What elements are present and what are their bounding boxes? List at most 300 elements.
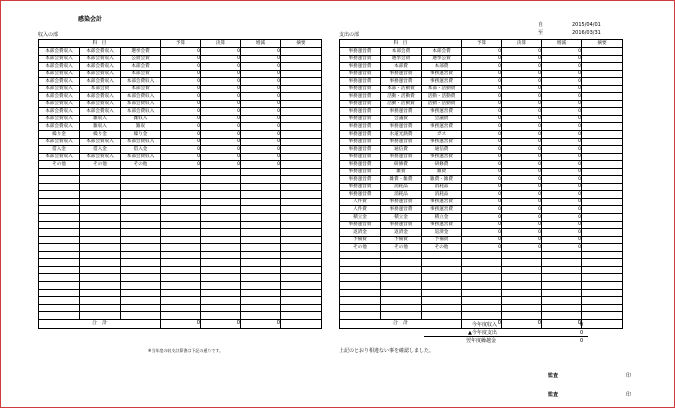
income-cell-subject-mid: 本部会費収入 bbox=[80, 48, 121, 56]
date-to-label: 至 bbox=[538, 30, 544, 36]
expense-cell-diff: 0 bbox=[542, 206, 582, 214]
income-empty-row bbox=[39, 214, 322, 222]
income-cell-actual: 0 bbox=[201, 108, 241, 116]
income-empty-cell bbox=[241, 176, 281, 184]
expense-cell-budget: 0 bbox=[462, 229, 502, 237]
income-empty-cell bbox=[80, 266, 121, 274]
income-empty-cell bbox=[161, 206, 201, 214]
expense-cell-subject-minor: 活動・活動費 bbox=[422, 93, 462, 101]
expense-empty-cell bbox=[502, 289, 542, 297]
income-empty-cell bbox=[80, 297, 121, 305]
expense-cell-subject-major: 事務運営費 bbox=[340, 63, 381, 71]
income-col-actual: 決算 bbox=[201, 40, 241, 48]
income-cell-actual: 0 bbox=[201, 70, 241, 78]
income-empty-cell bbox=[121, 214, 161, 222]
income-cell-actual: 0 bbox=[201, 161, 241, 169]
summary-carryover-value: 0 bbox=[580, 338, 584, 344]
expense-cell-subject-minor: 事務運営費 bbox=[422, 78, 462, 86]
expense-cell-budget: 0 bbox=[462, 78, 502, 86]
expense-cell-subject-major: 事務運営費 bbox=[340, 115, 381, 123]
income-cell-budget: 0 bbox=[161, 115, 201, 123]
expense-cell-subject-minor: 積立金 bbox=[422, 214, 462, 222]
expense-cell-note bbox=[582, 191, 623, 199]
income-empty-cell bbox=[80, 281, 121, 289]
expense-cell-subject-major: 事務運営費 bbox=[340, 123, 381, 131]
expense-empty-cell bbox=[381, 297, 422, 305]
income-empty-cell bbox=[80, 229, 121, 237]
expense-cell-subject-mid: 事務運営費 bbox=[381, 221, 422, 229]
expense-cell-diff: 0 bbox=[542, 244, 582, 252]
income-cell-actual: 0 bbox=[201, 123, 241, 131]
income-row bbox=[39, 161, 322, 169]
income-cell-budget: 0 bbox=[161, 138, 201, 146]
income-empty-cell bbox=[201, 183, 241, 191]
income-empty-cell bbox=[241, 221, 281, 229]
expense-cell-subject-mid: 事務運営費 bbox=[381, 138, 422, 146]
income-empty-cell bbox=[161, 198, 201, 206]
income-empty-row bbox=[39, 236, 322, 244]
income-empty-cell bbox=[201, 297, 241, 305]
income-empty-cell bbox=[39, 259, 80, 267]
expense-empty-cell bbox=[542, 312, 582, 320]
expense-cell-actual: 0 bbox=[502, 138, 542, 146]
expense-cell-subject-major: 事務運営費 bbox=[340, 131, 381, 139]
income-empty-cell bbox=[121, 206, 161, 214]
income-empty-cell bbox=[201, 176, 241, 184]
income-cell-budget: 0 bbox=[161, 55, 201, 63]
expense-col-budget: 予算 bbox=[462, 40, 502, 48]
expense-row bbox=[340, 183, 623, 191]
expense-cell-diff: 0 bbox=[542, 229, 582, 237]
income-empty-cell bbox=[201, 244, 241, 252]
summary-income bbox=[440, 322, 600, 328]
expense-cell-subject-mid: 研修費 bbox=[381, 161, 422, 169]
expense-cell-actual: 0 bbox=[502, 153, 542, 161]
expense-empty-cell bbox=[502, 251, 542, 259]
income-empty-cell bbox=[39, 214, 80, 222]
expense-empty-cell bbox=[422, 266, 462, 274]
income-cell-actual: 0 bbox=[201, 63, 241, 71]
expense-cell-subject-minor: 事務運営費 bbox=[422, 138, 462, 146]
income-empty-cell bbox=[161, 229, 201, 237]
income-empty-cell bbox=[241, 198, 281, 206]
expense-empty-row bbox=[340, 266, 623, 274]
expense-empty-cell bbox=[340, 274, 381, 282]
expense-empty-row bbox=[340, 274, 623, 282]
expense-col-subject: 科 目 bbox=[340, 40, 462, 48]
expense-cell-subject-minor: 研修費 bbox=[422, 161, 462, 169]
income-cell-subject-mid: 繰り金 bbox=[80, 131, 121, 139]
income-empty-cell bbox=[241, 266, 281, 274]
expense-empty-cell bbox=[582, 266, 623, 274]
income-empty-cell bbox=[281, 183, 322, 191]
expense-empty-cell bbox=[542, 259, 582, 267]
income-row bbox=[39, 78, 322, 86]
expense-empty-cell bbox=[340, 281, 381, 289]
income-empty-cell bbox=[80, 244, 121, 252]
expense-row bbox=[340, 123, 623, 131]
income-cell-subject-major: 本部会費収入 bbox=[39, 108, 80, 116]
income-empty-row bbox=[39, 168, 322, 176]
income-cell-subject-mid: 雑収入 bbox=[80, 115, 121, 123]
expense-cell-actual: 0 bbox=[502, 115, 542, 123]
income-empty-cell bbox=[241, 251, 281, 259]
date-to: 2016/03/31 bbox=[572, 30, 601, 36]
income-empty-row bbox=[39, 274, 322, 282]
income-total-diff: 0 bbox=[241, 319, 281, 328]
income-cell-note bbox=[281, 48, 322, 56]
expense-row bbox=[340, 214, 623, 222]
income-cell-subject-minor: その他 bbox=[121, 161, 161, 169]
expense-cell-diff: 0 bbox=[542, 115, 582, 123]
income-row bbox=[39, 63, 322, 71]
income-empty-cell bbox=[161, 281, 201, 289]
expense-empty-cell bbox=[340, 251, 381, 259]
expense-empty-cell bbox=[582, 259, 623, 267]
expense-cell-note bbox=[582, 93, 623, 101]
income-empty-cell bbox=[80, 191, 121, 199]
expense-cell-budget: 0 bbox=[462, 63, 502, 71]
income-empty-cell bbox=[80, 304, 121, 312]
income-empty-cell bbox=[80, 198, 121, 206]
income-empty-cell bbox=[281, 206, 322, 214]
income-empty-cell bbox=[80, 183, 121, 191]
income-row bbox=[39, 108, 322, 116]
income-col-note: 摘要 bbox=[281, 40, 322, 48]
expense-cell-actual: 0 bbox=[502, 214, 542, 222]
expense-cell-subject-major: 事務運営費 bbox=[340, 168, 381, 176]
expense-cell-note bbox=[582, 229, 623, 237]
expense-total-actual: 0 bbox=[502, 319, 542, 328]
income-empty-cell bbox=[39, 229, 80, 237]
income-empty-row bbox=[39, 183, 322, 191]
expense-cell-subject-mid: 消耗品 bbox=[381, 191, 422, 199]
expense-cell-budget: 0 bbox=[462, 123, 502, 131]
confirm-statement: 上記のとおり相違ない事を確認しました。 bbox=[339, 348, 435, 354]
expense-cell-note bbox=[582, 138, 623, 146]
expense-cell-subject-mid: 事務運営費 bbox=[381, 70, 422, 78]
expense-empty-cell bbox=[542, 289, 582, 297]
income-cell-diff: 0 bbox=[241, 78, 281, 86]
expense-cell-subject-minor: ガス bbox=[422, 131, 462, 139]
expense-cell-actual: 0 bbox=[502, 146, 542, 154]
income-cell-subject-minor: 借入金 bbox=[121, 146, 161, 154]
expense-cell-subject-major: 事務運営費 bbox=[340, 100, 381, 108]
income-empty-cell bbox=[241, 244, 281, 252]
expense-row bbox=[340, 85, 623, 93]
expense-empty-cell bbox=[582, 274, 623, 282]
expense-empty-cell bbox=[422, 297, 462, 305]
expense-empty-cell bbox=[340, 289, 381, 297]
income-empty-row bbox=[39, 304, 322, 312]
expense-cell-subject-mid: 本部会費 bbox=[381, 48, 422, 56]
income-empty-cell bbox=[121, 191, 161, 199]
expense-cell-subject-mid: その他 bbox=[381, 244, 422, 252]
income-empty-row bbox=[39, 297, 322, 305]
expense-row bbox=[340, 191, 623, 199]
expense-cell-budget: 0 bbox=[462, 221, 502, 229]
expense-empty-cell bbox=[422, 312, 462, 320]
income-empty-cell bbox=[80, 168, 121, 176]
income-empty-cell bbox=[201, 259, 241, 267]
expense-empty-cell bbox=[582, 304, 623, 312]
expense-empty-cell bbox=[462, 274, 502, 282]
income-empty-cell bbox=[80, 289, 121, 297]
income-empty-cell bbox=[121, 297, 161, 305]
expense-row bbox=[340, 48, 623, 56]
expense-empty-row bbox=[340, 312, 623, 320]
expense-empty-cell bbox=[381, 312, 422, 320]
income-cell-note bbox=[281, 131, 322, 139]
income-empty-row bbox=[39, 206, 322, 214]
income-cell-subject-major: 本部会費収入 bbox=[39, 85, 80, 93]
expense-cell-budget: 0 bbox=[462, 214, 502, 222]
income-cell-subject-minor: 本部会費 bbox=[121, 63, 161, 71]
income-cell-budget: 0 bbox=[161, 78, 201, 86]
income-cell-budget: 0 bbox=[161, 108, 201, 116]
expense-cell-actual: 0 bbox=[502, 100, 542, 108]
income-empty-cell bbox=[281, 198, 322, 206]
expense-cell-note bbox=[582, 176, 623, 184]
expense-cell-actual: 0 bbox=[502, 161, 542, 169]
expense-cell-subject-mid: 会議費 bbox=[381, 115, 422, 123]
income-total-note bbox=[281, 319, 322, 328]
expense-cell-subject-minor: 事務運営費 bbox=[422, 153, 462, 161]
income-empty-cell bbox=[39, 221, 80, 229]
income-empty-cell bbox=[80, 206, 121, 214]
income-empty-cell bbox=[39, 312, 80, 320]
income-row bbox=[39, 138, 322, 146]
income-row bbox=[39, 48, 322, 56]
expense-cell-subject-minor: 事務運営費 bbox=[422, 108, 462, 116]
expense-row bbox=[340, 168, 623, 176]
income-cell-diff: 0 bbox=[241, 85, 281, 93]
income-empty-cell bbox=[161, 221, 201, 229]
expense-cell-subject-minor: 雑費・雑費 bbox=[422, 176, 462, 184]
expense-empty-cell bbox=[422, 304, 462, 312]
expense-cell-diff: 0 bbox=[542, 123, 582, 131]
income-cell-subject-major: 本部会費収入 bbox=[39, 115, 80, 123]
expense-cell-subject-major: 事務運営費 bbox=[340, 55, 381, 63]
expense-cell-budget: 0 bbox=[462, 176, 502, 184]
expense-cell-budget: 0 bbox=[462, 55, 502, 63]
income-empty-cell bbox=[281, 236, 322, 244]
income-empty-cell bbox=[39, 236, 80, 244]
expense-row bbox=[340, 161, 623, 169]
expense-cell-diff: 0 bbox=[542, 161, 582, 169]
income-cell-diff: 0 bbox=[241, 108, 281, 116]
expense-row bbox=[340, 176, 623, 184]
income-empty-cell bbox=[121, 176, 161, 184]
income-col-budget: 予算 bbox=[161, 40, 201, 48]
expense-empty-cell bbox=[381, 251, 422, 259]
expense-cell-diff: 0 bbox=[542, 108, 582, 116]
income-cell-note bbox=[281, 108, 322, 116]
income-cell-note bbox=[281, 161, 322, 169]
expense-cell-budget: 0 bbox=[462, 244, 502, 252]
expense-cell-diff: 0 bbox=[542, 221, 582, 229]
income-empty-row bbox=[39, 176, 322, 184]
income-empty-row bbox=[39, 289, 322, 297]
income-empty-cell bbox=[121, 274, 161, 282]
income-row bbox=[39, 70, 322, 78]
expense-cell-subject-mid: 水道光熱費 bbox=[381, 131, 422, 139]
income-empty-cell bbox=[39, 266, 80, 274]
income-empty-cell bbox=[121, 251, 161, 259]
expense-cell-note bbox=[582, 108, 623, 116]
expense-row bbox=[340, 153, 623, 161]
expense-row bbox=[340, 93, 623, 101]
income-cell-subject-mid: 本部会費収入 bbox=[80, 93, 121, 101]
expense-total-budget: 0 bbox=[462, 319, 502, 328]
income-cell-diff: 0 bbox=[241, 100, 281, 108]
expense-empty-row bbox=[340, 259, 623, 267]
expense-cell-subject-major: 事務運営費 bbox=[340, 153, 381, 161]
income-cell-actual: 0 bbox=[201, 93, 241, 101]
income-header-row bbox=[39, 40, 322, 48]
expense-cell-subject-minor: 本部・活動費 bbox=[422, 85, 462, 93]
income-cell-budget: 0 bbox=[161, 123, 201, 131]
income-empty-cell bbox=[201, 229, 241, 237]
expense-cell-subject-major: 事務運営費 bbox=[340, 176, 381, 184]
income-cell-subject-mid: 本部会費収入 bbox=[80, 55, 121, 63]
expense-empty-row bbox=[340, 304, 623, 312]
income-cell-budget: 0 bbox=[161, 48, 201, 56]
expense-cell-note bbox=[582, 236, 623, 244]
income-cell-subject-mid: 本部会費収入 bbox=[80, 138, 121, 146]
income-empty-cell bbox=[161, 289, 201, 297]
expense-empty-cell bbox=[542, 304, 582, 312]
expense-cell-subject-minor: 本部費 bbox=[422, 63, 462, 71]
income-empty-cell bbox=[201, 214, 241, 222]
income-row bbox=[39, 93, 322, 101]
expense-cell-subject-major: 事務運営費 bbox=[340, 146, 381, 154]
expense-row bbox=[340, 198, 623, 206]
income-empty-cell bbox=[39, 297, 80, 305]
income-empty-cell bbox=[281, 312, 322, 320]
income-empty-row bbox=[39, 198, 322, 206]
expense-empty-cell bbox=[582, 289, 623, 297]
expense-cell-subject-minor: 会議費 bbox=[422, 115, 462, 123]
income-empty-cell bbox=[121, 259, 161, 267]
expense-empty-cell bbox=[340, 312, 381, 320]
expense-cell-budget: 0 bbox=[462, 115, 502, 123]
expense-cell-subject-mid: 通信費 bbox=[381, 146, 422, 154]
income-cell-note bbox=[281, 63, 322, 71]
expense-cell-diff: 0 bbox=[542, 138, 582, 146]
expense-cell-note bbox=[582, 214, 623, 222]
income-empty-cell bbox=[121, 244, 161, 252]
income-empty-cell bbox=[281, 259, 322, 267]
income-empty-cell bbox=[281, 244, 322, 252]
expense-cell-budget: 0 bbox=[462, 168, 502, 176]
income-empty-cell bbox=[121, 266, 161, 274]
income-cell-subject-minor: 本部会費収入 bbox=[121, 138, 161, 146]
expense-empty-cell bbox=[542, 266, 582, 274]
income-cell-note bbox=[281, 100, 322, 108]
income-cell-diff: 0 bbox=[241, 131, 281, 139]
income-empty-cell bbox=[121, 312, 161, 320]
expense-empty-cell bbox=[381, 274, 422, 282]
expense-cell-subject-major: 事務運営費 bbox=[340, 78, 381, 86]
expense-total-label: 合 計 bbox=[340, 319, 462, 328]
expense-cell-diff: 0 bbox=[542, 146, 582, 154]
expense-empty-cell bbox=[582, 251, 623, 259]
expense-cell-diff: 0 bbox=[542, 63, 582, 71]
expense-cell-budget: 0 bbox=[462, 191, 502, 199]
expense-cell-note bbox=[582, 100, 623, 108]
income-cell-actual: 0 bbox=[201, 78, 241, 86]
summary-carryover-label: 翌年度繰越金 bbox=[466, 338, 497, 344]
income-cell-note bbox=[281, 93, 322, 101]
expense-cell-diff: 0 bbox=[542, 168, 582, 176]
expense-cell-diff: 0 bbox=[542, 198, 582, 206]
income-cell-subject-mid: 借入金 bbox=[80, 146, 121, 154]
expense-cell-actual: 0 bbox=[502, 229, 542, 237]
expense-cell-subject-minor: 事務運営費 bbox=[422, 221, 462, 229]
expense-cell-subject-major: 事務運営費 bbox=[340, 161, 381, 169]
expense-row bbox=[340, 206, 623, 214]
income-cell-subject-minor: 本部会費 bbox=[121, 85, 161, 93]
expense-cell-subject-major: 人件費 bbox=[340, 206, 381, 214]
expense-empty-cell bbox=[582, 297, 623, 305]
expense-cell-actual: 0 bbox=[502, 48, 542, 56]
income-empty-cell bbox=[241, 229, 281, 237]
expense-cell-diff: 0 bbox=[542, 153, 582, 161]
expense-cell-actual: 0 bbox=[502, 55, 542, 63]
expense-cell-note bbox=[582, 85, 623, 93]
summary-income-value: 0 bbox=[580, 322, 584, 328]
income-empty-cell bbox=[39, 244, 80, 252]
income-cell-actual: 0 bbox=[201, 115, 241, 123]
income-empty-cell bbox=[241, 289, 281, 297]
income-cell-diff: 0 bbox=[241, 93, 281, 101]
expense-cell-budget: 0 bbox=[462, 161, 502, 169]
expense-row bbox=[340, 221, 623, 229]
expense-cell-budget: 0 bbox=[462, 100, 502, 108]
expense-cell-diff: 0 bbox=[542, 85, 582, 93]
expense-empty-cell bbox=[340, 304, 381, 312]
expense-cell-actual: 0 bbox=[502, 85, 542, 93]
expense-cell-subject-minor: 通信費 bbox=[422, 146, 462, 154]
income-empty-cell bbox=[80, 176, 121, 184]
expense-row bbox=[340, 55, 623, 63]
income-cell-subject-major: 本部会費収入 bbox=[39, 48, 80, 56]
income-empty-row bbox=[39, 259, 322, 267]
expense-cell-diff: 0 bbox=[542, 214, 582, 222]
income-empty-row bbox=[39, 221, 322, 229]
income-cell-diff: 0 bbox=[241, 55, 281, 63]
income-empty-cell bbox=[161, 259, 201, 267]
expense-cell-subject-major: 事務運営費 bbox=[340, 191, 381, 199]
income-empty-cell bbox=[121, 281, 161, 289]
auditor1-label: 監査 bbox=[548, 373, 559, 379]
expense-empty-cell bbox=[422, 281, 462, 289]
income-cell-subject-minor: 雑収 bbox=[121, 123, 161, 131]
expense-cell-note bbox=[582, 70, 623, 78]
income-empty-cell bbox=[281, 304, 322, 312]
expense-cell-diff: 0 bbox=[542, 183, 582, 191]
income-empty-cell bbox=[161, 191, 201, 199]
expense-empty-cell bbox=[381, 304, 422, 312]
income-empty-cell bbox=[241, 214, 281, 222]
income-cell-subject-minor: 本部会費収入 bbox=[121, 78, 161, 86]
expense-cell-actual: 0 bbox=[502, 176, 542, 184]
expense-total-diff: 0 bbox=[542, 319, 582, 328]
expense-cell-actual: 0 bbox=[502, 191, 542, 199]
income-empty-row bbox=[39, 244, 322, 252]
expense-cell-diff: 0 bbox=[542, 131, 582, 139]
